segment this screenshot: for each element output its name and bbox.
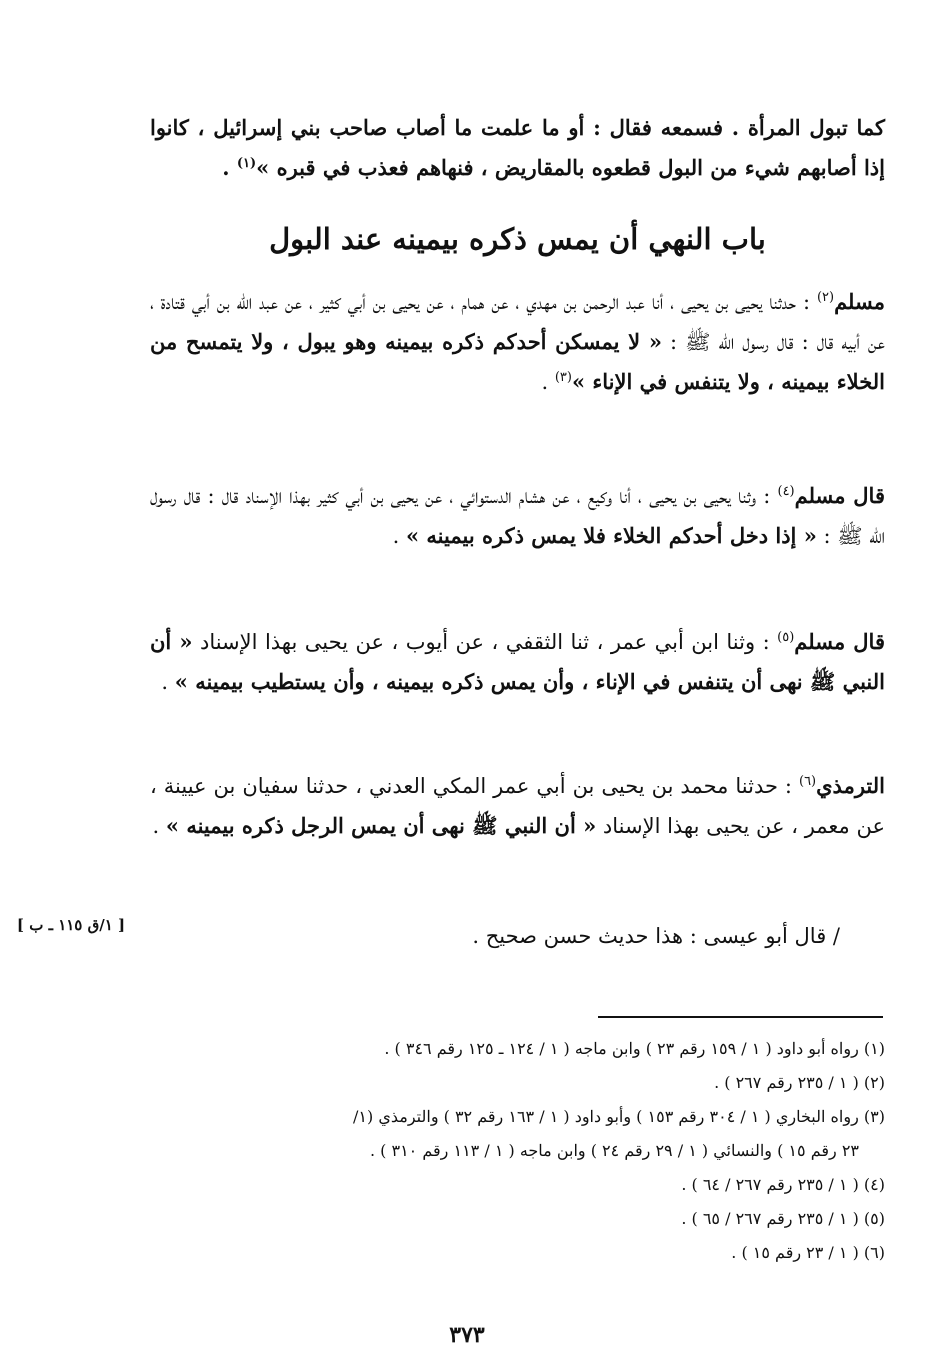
footnote-marker-1: (١) bbox=[236, 156, 257, 171]
source-muslim: قال مسلم bbox=[794, 629, 885, 654]
footnote-3-continuation: ٢٣ رقم ١٥ ) والنسائي ( ١ / ٢٩ رقم ٢٤ ) وابن ماجه ( ١ / ١١٣ رقم ٣١٠ ) . bbox=[369, 1141, 859, 1160]
footnote-marker-6: (٦) bbox=[798, 774, 817, 789]
hadith-text: « لا يمسكن أحدكم ذكره بيمينه وهو يبول ، ولا يتمسح من الخلاء بيمينه ، ولا يتنفس في الإناء » bbox=[150, 329, 885, 394]
paragraph-end: . bbox=[392, 524, 406, 548]
footnote-4: (٤) ( ١ / ٢٣٥ رقم ٢٦٧ / ٦٤ ) . bbox=[681, 1175, 885, 1194]
footnote-5: (٥) ( ١ / ٢٣٥ رقم ٢٦٧ / ٦٥ ) . bbox=[681, 1209, 885, 1228]
footnote-6: (٦) ( ١ / ٢٣ رقم ١٥ ) . bbox=[731, 1243, 885, 1262]
intro-paragraph bbox=[150, 108, 885, 188]
footnote-marker-3: (٣) bbox=[554, 370, 572, 385]
footnote-marker-2: (٢) bbox=[816, 290, 835, 305]
isnad-text: : وثنا ابن أبي عمر ، ثنا الثقفي ، عن أيوب ، عن يحيى بهذا الإسناد bbox=[192, 630, 778, 654]
isnad-text: : حدثنا محمد بن يحيى بن أبي عمر المكي العدني ، حدثنا سفيان بن عيينة ، عن معمر ، عن يحيى بهذا الإسناد bbox=[150, 774, 885, 838]
source-tirmidhi: الترمذي bbox=[816, 773, 885, 798]
footnote-divider bbox=[598, 1016, 883, 1018]
paragraph-end: . bbox=[161, 670, 175, 694]
hadith-paragraph-2 bbox=[150, 476, 885, 556]
isnad-text: : حدثنا يحيى بن يحيى ، أنا عبد الرحمن بن مهدي ، عن همام ، عن يحيى بن أبي كثير ، عن عبد الله بن أبي قتادة ، عن أبيه قال : قال رسول الله ﷺ : bbox=[150, 290, 885, 354]
footnote-2: (٢) ( ١ / ٢٣٥ رقم ٢٦٧ ) . bbox=[714, 1073, 885, 1092]
footnotes-section bbox=[150, 1032, 885, 1270]
chapter-title: باب النهي أن يمس ذكره بيمينه عند البول bbox=[269, 222, 766, 256]
hadith-text: « أن النبي ﷺ نهى أن يمس الرجل ذكره بيمينه » bbox=[165, 813, 597, 838]
footnote-1: (١) رواه أبو داود ( ١ / ١٥٩ رقم ٢٣ ) وابن ماجه ( ١ / ١٢٤ ـ ١٢٥ رقم ٣٤٦ ) . bbox=[384, 1039, 885, 1058]
hadith-paragraph-4 bbox=[150, 766, 885, 846]
paragraph-end: . bbox=[541, 370, 555, 394]
hadith-paragraph-1 bbox=[150, 282, 885, 402]
intro-end: . bbox=[222, 155, 237, 180]
intro-text: كما تبول المرأة . فسمعه فقال : أو ما علمت ما أصاب صاحب بني إسرائيل ، كانوا إذا أصابهم شيء من البول قطعوه بالمقاريض ، فنهاهم فعذب في قبره » bbox=[150, 115, 885, 180]
footnote-3: (٣) رواه البخاري ( ١ / ٣٠٤ رقم ١٥٣ ) وأبو داود ( ١ / ١٦٣ رقم ٣٢ ) والترمذي (١/ bbox=[353, 1107, 885, 1126]
hadith-text: « إذا دخل أحدكم الخلاء فلا يمس ذكره بيمينه » bbox=[405, 523, 817, 548]
hadith-text: « أن النبي ﷺ نهى أن يتنفس في الإناء ، وأن يمس ذكره بيمينه ، وأن يستطيب بيمينه » bbox=[150, 629, 885, 694]
hadith-paragraph-3 bbox=[150, 622, 885, 702]
footnote-marker-5: (٥) bbox=[777, 630, 795, 645]
isnad-text: : وثنا يحيى بن يحيى ، أنا وكيع ، عن هشام الدستوائي ، عن يحيى بن أبي كثير بهذا الإسناد قال : قال رسول الله ﷺ : bbox=[150, 484, 885, 548]
paragraph-end: . bbox=[152, 814, 166, 838]
source-muslim: مسلم bbox=[834, 289, 885, 314]
manuscript-margin-reference: [ ١/ق ١١٥ ـ ب ] bbox=[16, 916, 126, 934]
footnote-marker-4: (٤) bbox=[777, 484, 795, 499]
page-number: ٣٧٣ bbox=[449, 1322, 485, 1348]
closing-statement: / قال أبو عيسى : هذا حديث حسن صحيح . bbox=[472, 924, 840, 948]
source-muslim: قال مسلم bbox=[794, 483, 885, 508]
